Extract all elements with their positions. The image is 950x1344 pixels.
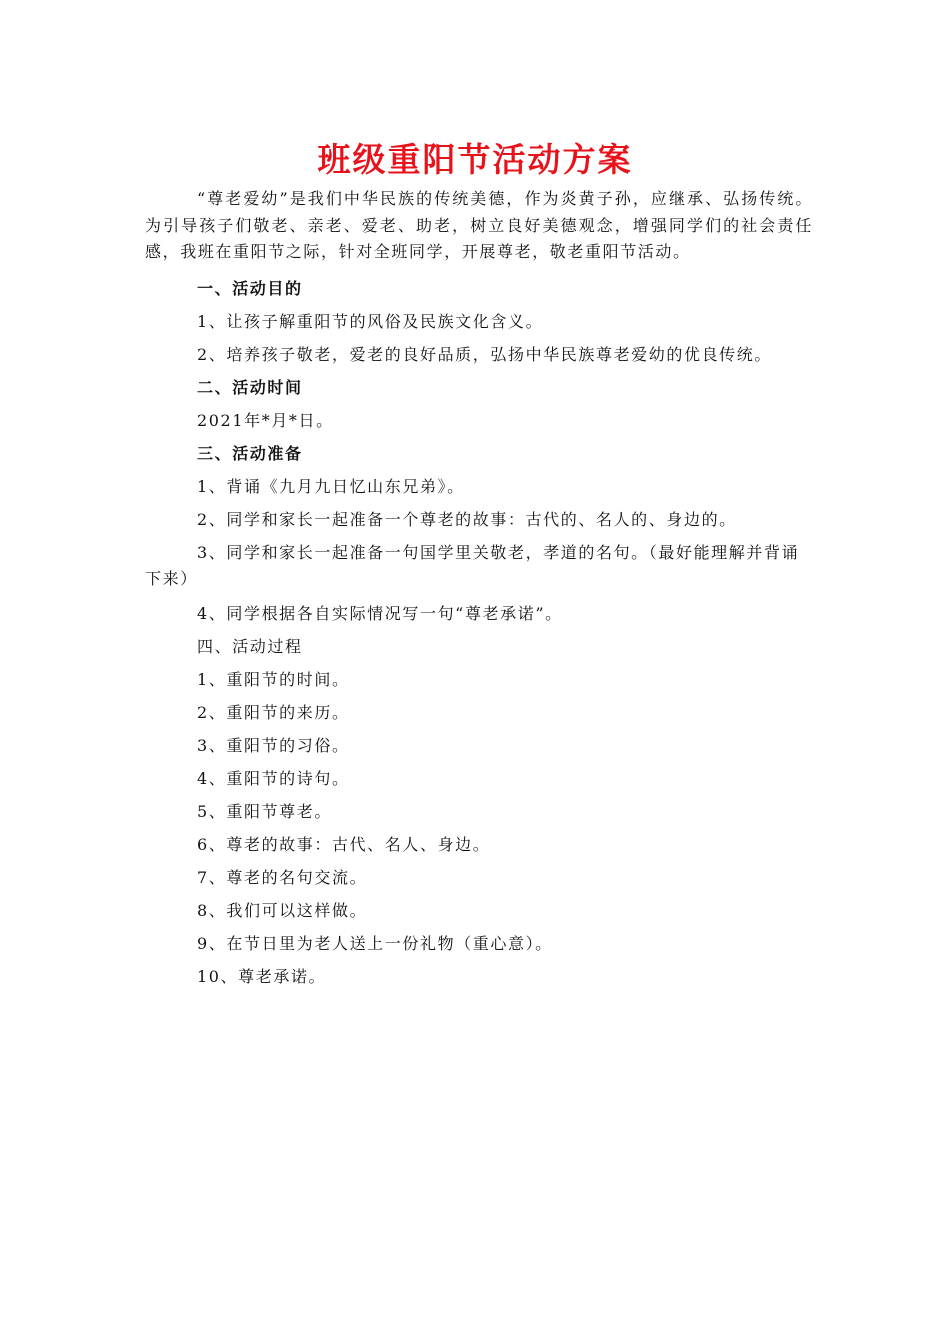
process-item: 9、在节日里为老人送上一份礼物（重心意）。 bbox=[197, 933, 553, 953]
purpose-item-2: 2、培养孩子敬老，爱老的良好品质，弘扬中华民族尊老爱幼的优良传统。 bbox=[197, 344, 772, 364]
process-item: 3、重阳节的习俗。 bbox=[197, 735, 350, 755]
process-item: 6、尊老的故事：古代、名人、身边。 bbox=[197, 834, 491, 854]
preparation-item-4: 4、同学根据各自实际情况写一句“尊老承诺”。 bbox=[197, 603, 563, 623]
section-heading-purpose: 一、活动目的 bbox=[197, 278, 303, 298]
process-item: 2、重阳节的来历。 bbox=[197, 702, 350, 722]
preparation-item-3: 3、同学和家长一起准备一句国学里关敬老，孝道的名句。（最好能理解并背诵下来） bbox=[145, 542, 800, 588]
time-text: 2021年*月*日。 bbox=[197, 410, 334, 430]
document-title: 班级重阳节活动方案 bbox=[317, 140, 633, 179]
process-item: 1、重阳节的时间。 bbox=[197, 669, 350, 689]
intro-paragraph: “尊老爱幼”是我们中华民族的传统美德，作为炎黄子孙，应继承、弘扬传统。为引导孩子们敬老、亲老、爱老、助老，树立良好美德观念，增强同学们的社会责任感，我班在重阳节之际，针对全班同学，开展尊老，敬老重阳节活动。 bbox=[145, 189, 813, 261]
process-item: 7、尊老的名句交流。 bbox=[197, 867, 368, 887]
preparation-item-2: 2、同学和家长一起准备一个尊老的故事：古代的、名人的、身边的。 bbox=[197, 509, 737, 529]
process-item: 5、重阳节尊老。 bbox=[197, 801, 332, 821]
section-heading-preparation: 三、活动准备 bbox=[197, 443, 303, 463]
purpose-item-1: 1、让孩子解重阳节的风俗及民族文化含义。 bbox=[197, 311, 544, 331]
section-heading-process: 四、活动过程 bbox=[197, 636, 303, 656]
document-body bbox=[145, 186, 813, 993]
section-heading-time: 二、活动时间 bbox=[197, 377, 303, 397]
preparation-item-1: 1、背诵《九月九日忆山东兄弟》。 bbox=[197, 476, 465, 496]
process-item: 10、尊老承诺。 bbox=[197, 966, 327, 986]
process-item: 8、我们可以这样做。 bbox=[197, 900, 368, 920]
process-item: 4、重阳节的诗句。 bbox=[197, 768, 350, 788]
